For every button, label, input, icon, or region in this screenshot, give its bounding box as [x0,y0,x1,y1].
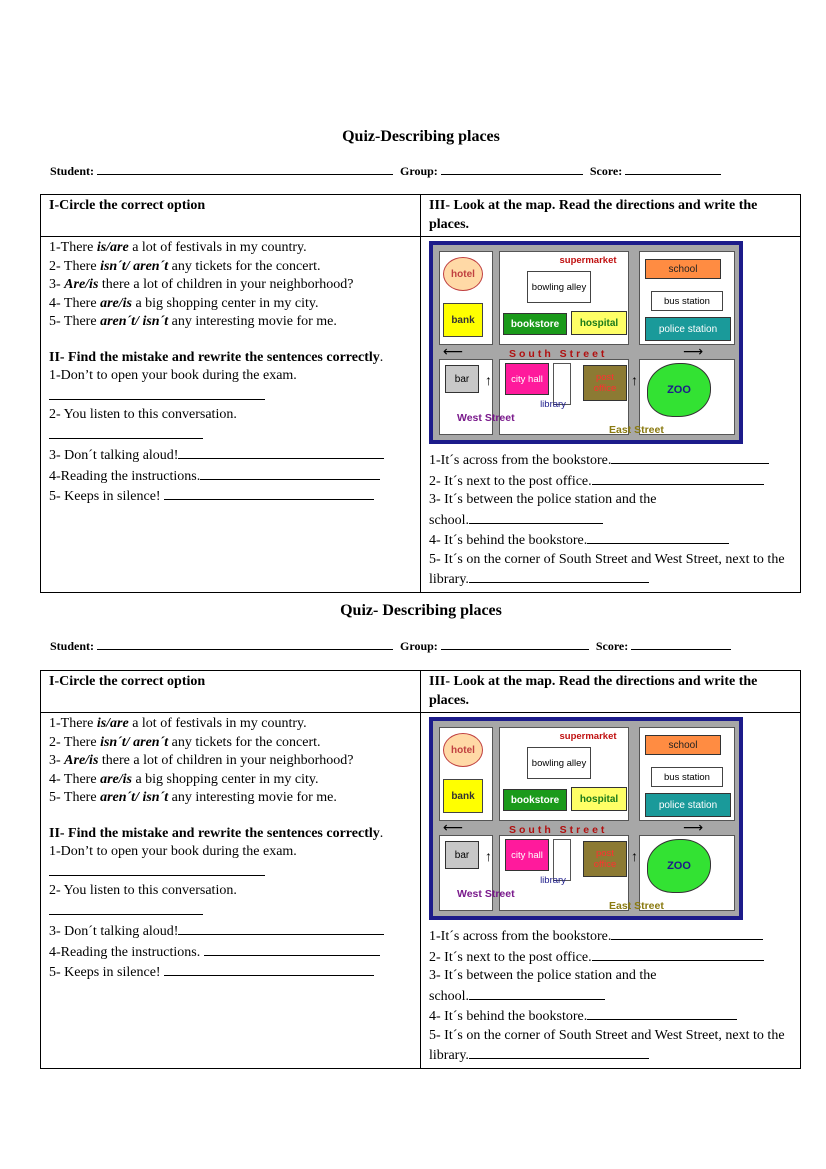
map-library: library [540,874,566,886]
arrow-left-icon: ⟵ [443,343,464,359]
student-label: Student: [50,164,95,178]
map-post-office: post office [583,841,627,877]
map-zoo: ZOO [647,363,711,417]
map-school: school [645,259,721,279]
option-choice[interactable]: isn´t/ aren´t [100,258,169,274]
map-hospital: hospital [571,311,627,335]
arrow-up-icon: ↑ [485,372,492,388]
map-south-street: South Street [509,824,608,836]
section3-item: 3- It´s between the police station and the school. [429,492,657,528]
left-column [41,713,421,1069]
quiz-table [40,670,801,1069]
map-bookstore: bookstore [503,313,567,335]
map-east-street: East Street [609,424,664,436]
option-choice[interactable]: aren´t/ isn´t [100,314,169,329]
section3-item: 5- It´s on the corner of South Street and West Street, next to the library. [429,1027,785,1063]
section3-header: III- Look at the map. Read the directions and write the places. [421,671,801,713]
right-column [421,713,801,1069]
section3-item: 3- It´s between the police station and the school. [429,968,657,1004]
answer-line[interactable] [587,530,729,544]
section3-item: 1-It´s across from the bookstore. [429,450,792,471]
section1-item: 2- There isn´t/ aren´t any tickets for the concert. [49,734,321,750]
answer-line[interactable] [200,466,380,480]
option-choice[interactable]: Are/is [64,277,99,292]
map-bank: bank [443,303,483,337]
section3-item: 1-It´s across from the bookstore. [429,926,792,947]
group-label: Group: [400,164,438,178]
score-field[interactable] [631,638,731,650]
section2-header: II- Find the mistake and rewrite the sentences correctly. [49,349,384,365]
map-hospital: hospital [571,787,627,811]
map-hotel: hotel [443,733,483,767]
answer-line[interactable] [587,1006,737,1020]
map-library: library [540,398,566,410]
section3-item: 5- It´s on the corner of South Street and West Street, next to the library. [429,551,785,587]
quiz-title: Quiz- Describing places [340,602,502,619]
option-choice[interactable]: aren´t/ isn´t [100,790,169,805]
section1-item: 4- There are/is a big shopping center in my city. [49,771,319,787]
section2-header: II- Find the mistake and rewrite the sentences correctly. [49,825,384,841]
section1-header: I-Circle the correct option [41,195,421,237]
map-city-hall: city hall [505,839,549,871]
answer-line[interactable] [49,425,203,439]
answer-line[interactable] [204,942,380,956]
map-city-hall: city hall [505,363,549,395]
map-east-street: East Street [609,900,664,912]
score-field[interactable] [625,163,721,175]
section2-item: 4-Reading the instructions. [49,466,412,487]
map-bookstore: bookstore [503,789,567,811]
section3-item: 2- It´s next to the post office. [429,947,792,968]
section3-item: 4- It´s behind the bookstore. [429,1006,792,1027]
student-info-row [50,163,725,179]
town-map [429,717,743,920]
arrow-up-icon: ↑ [631,848,638,864]
section2-item: 4-Reading the instructions. [49,942,412,963]
map-police-station: police station [645,317,731,341]
section3-item: 4- It´s behind the bookstore. [429,530,792,551]
section2-item: 1-Don’t to open your book during the exam. [49,367,304,406]
score-label: Score: [595,639,629,653]
answer-line[interactable] [592,471,764,485]
section1-header: I-Circle the correct option [41,671,421,713]
map-supermarket: supermarket [559,254,617,266]
option-choice[interactable]: isn´t/ aren´t [100,734,169,750]
answer-line[interactable] [592,947,764,961]
section1-item: 1-There is/are a lot of festivals in my country. [49,716,307,731]
map-bus-station: bus station [651,767,723,787]
student-info-row [50,638,735,654]
answer-line[interactable] [164,486,374,500]
student-label: Student: [50,639,95,653]
left-column [41,237,421,593]
quiz-table [40,194,801,593]
map-bus-station: bus station [651,291,723,311]
right-column [421,237,801,593]
option-choice[interactable]: is/are [96,716,129,731]
section2-item: 2- You listen to this conversation. [49,406,304,445]
section1-item: 3- Are/is there a lot of children in your neighborhood? [49,753,354,768]
group-field[interactable] [441,638,589,650]
map-hotel: hotel [443,257,483,291]
quiz-title: Quiz-Describing places [342,128,500,145]
section1-item: 2- There isn´t/ aren´t any tickets for the concert. [49,258,321,274]
option-choice[interactable]: is/are [96,240,129,255]
arrow-up-icon: ↑ [485,848,492,864]
arrow-right-icon: ⟶ [683,343,704,359]
map-bank: bank [443,779,483,813]
map-bowling-alley: bowling alley [527,747,591,779]
map-south-street: South Street [509,348,608,360]
arrow-right-icon: ⟶ [683,819,704,835]
map-post-office: post office [583,365,627,401]
group-field[interactable] [441,163,583,175]
map-west-street: West Street [457,888,515,900]
answer-line[interactable] [178,445,384,459]
section3-item: 2- It´s next to the post office. [429,471,792,492]
group-label: Group: [400,639,438,653]
student-field[interactable] [97,638,393,650]
section3-header: III- Look at the map. Read the directions and write the places. [421,195,801,237]
section2-item: 2- You listen to this conversation. [49,882,304,921]
section2-item: 3- Don´t talking aloud! [49,445,412,466]
arrow-left-icon: ⟵ [443,819,464,835]
answer-line[interactable] [469,1045,649,1059]
option-choice[interactable]: are/is [100,295,132,311]
map-zoo: ZOO [647,839,711,893]
answer-line[interactable] [469,569,649,583]
option-choice[interactable]: are/is [100,771,132,787]
town-map [429,241,743,444]
answer-line[interactable] [178,921,384,935]
answer-line[interactable] [49,901,203,915]
map-bar: bar [445,841,479,869]
section1-item: 1-There is/are a lot of festivals in my country. [49,240,307,255]
answer-line[interactable] [469,986,605,1000]
arrow-up-icon: ↑ [631,372,638,388]
section1-item: 5- There aren´t/ isn´t any interesting movie for me. [49,790,337,805]
option-choice[interactable]: Are/is [64,753,99,768]
section1-item: 3- Are/is there a lot of children in your neighborhood? [49,277,354,292]
map-bar: bar [445,365,479,393]
section2-item: 3- Don´t talking aloud! [49,921,412,942]
answer-line[interactable] [49,862,265,876]
answer-line[interactable] [164,962,374,976]
answer-line[interactable] [49,386,265,400]
section2-item: 1-Don’t to open your book during the exam. [49,843,304,882]
map-west-street: West Street [457,412,515,424]
map-school: school [645,735,721,755]
answer-line[interactable] [469,510,603,524]
answer-line[interactable] [611,450,769,464]
section1-item: 4- There are/is a big shopping center in my city. [49,295,319,311]
score-label: Score: [589,164,623,178]
map-bowling-alley: bowling alley [527,271,591,303]
answer-line[interactable] [611,926,763,940]
section2-item: 5- Keeps in silence! [49,486,412,507]
section2-item: 5- Keeps in silence! [49,962,412,983]
map-supermarket: supermarket [559,730,617,742]
map-police-station: police station [645,793,731,817]
student-field[interactable] [97,163,393,175]
section1-item: 5- There aren´t/ isn´t any interesting movie for me. [49,314,337,329]
